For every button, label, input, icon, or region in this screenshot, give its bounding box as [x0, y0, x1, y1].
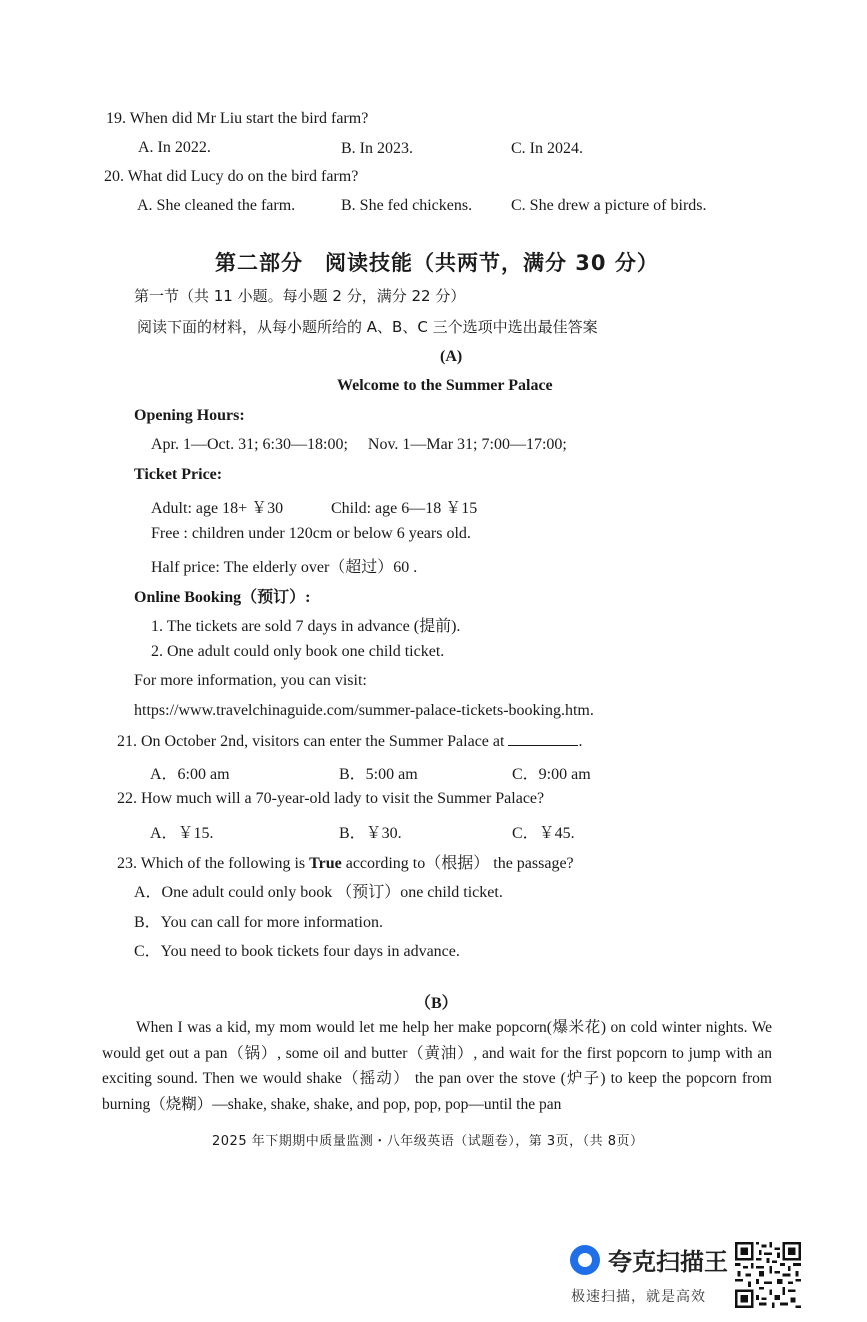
passage-b-text: When I was a kid, my mom would let me help her make popcorn(爆米花) on cold winter nights. We would get out a pan（锅）, some oil and butter（黄油）, and wait for the first popcorn to jump with an exciting sound. Then we would shake（摇动） the pan over the stove (炉子) to keep the popcorn from burning（烧糊）—shake, shake, shake, and pop, pop, pop—until the pan [102, 1019, 772, 1113]
question-19-option-c: C. In 2024. [511, 140, 583, 157]
qr-code-icon [735, 1242, 801, 1308]
question-23-option-b: B．You can call for more information. [134, 914, 383, 931]
question-21-option-c: C．9:00 am [512, 766, 591, 783]
question-21-stem [117, 731, 582, 751]
question-19-stem: 19. When did Mr Liu start the bird farm? [106, 110, 369, 127]
booking-url: https://www.travelchinaguide.com/summer-palace-tickets-booking.htm. [134, 702, 594, 719]
question-22-option-a: A．￥15. [150, 825, 214, 842]
question-21-end: . [578, 733, 583, 750]
question-23-text-pre: 23. Which of the following is [117, 855, 310, 872]
question-19-option-b: B. In 2023. [341, 140, 413, 157]
question-22-option-c: C．￥45. [512, 825, 575, 842]
question-20-option-a: A. She cleaned the farm. [137, 197, 296, 214]
question-23-option-c: C．You need to book tickets four days in advance. [134, 943, 460, 960]
question-20-option-c: C. She drew a picture of birds. [511, 197, 707, 214]
ticket-price-free: Free : children under 120cm or below 6 years old. [151, 525, 471, 542]
ticket-price-half: Half price: The elderly over（超过）60 . [151, 559, 418, 576]
question-23-option-a: A．One adult could only book （预订）one child ticket. [134, 884, 503, 901]
passage-b-label: （B） [415, 995, 458, 1012]
scanner-watermark [568, 1242, 728, 1312]
question-23-text-post: according to（根据） the passage? [341, 855, 574, 872]
ticket-price-heading: Ticket Price: [134, 466, 223, 483]
more-info-text: For more information, you can visit: [134, 672, 367, 689]
ticket-price-adult: Adult: age 18+ ￥30 [151, 500, 284, 517]
section-one-title: 第一节（共 11 小题。每小题 2 分，满分 22 分） [134, 287, 466, 305]
question-23-text-bold: True [309, 855, 342, 872]
ticket-price-child: Child: age 6—18 ￥15 [331, 500, 478, 517]
question-21-option-a: A．6:00 am [150, 766, 230, 783]
question-22-stem: 22. How much will a 70-year-old lady to visit the Summer Palace? [117, 790, 545, 807]
question-20-stem: 20. What did Lucy do on the bird farm? [104, 168, 359, 185]
online-booking-heading: Online Booking（预订）: [134, 589, 311, 606]
question-19-option-a: A. In 2022. [138, 139, 211, 156]
passage-a-label: (A) [440, 348, 463, 365]
part-two-title: 第二部分 阅读技能（共两节，满分 30 分） [215, 251, 659, 275]
opening-hours-heading: Opening Hours: [134, 407, 245, 424]
question-23-stem [117, 850, 574, 873]
section-instruction: 阅读下面的材料，从每小题所给的 A、B、C 三个选项中选出最佳答案 [137, 318, 598, 336]
opening-hours-line: Apr. 1—Oct. 31; 6:30—18:00; Nov. 1—Mar 31; 7:00—17:00; [151, 436, 567, 453]
answer-blank [508, 731, 578, 746]
booking-rule-2: 2. One adult could only book one child ticket. [151, 643, 445, 660]
booking-rule-1: 1. The tickets are sold 7 days in advance (提前). [151, 618, 461, 635]
scanner-logo-icon [570, 1245, 600, 1275]
question-21-text: 21. On October 2nd, visitors can enter the Summer Palace at [117, 733, 505, 750]
passage-a-title: Welcome to the Summer Palace [337, 377, 553, 394]
scanner-app-name: 夸克扫描王 [608, 1248, 728, 1276]
question-21-option-b: B．5:00 am [339, 766, 418, 783]
question-20-option-b: B. She fed chickens. [341, 197, 473, 214]
question-22-option-b: B．￥30. [339, 825, 402, 842]
scanner-tagline: 极速扫描，就是高效 [571, 1289, 706, 1305]
page-footer: 2025 年下期期中质量监测・八年级英语（试题卷），第 3页，（共 8页） [212, 1134, 644, 1149]
